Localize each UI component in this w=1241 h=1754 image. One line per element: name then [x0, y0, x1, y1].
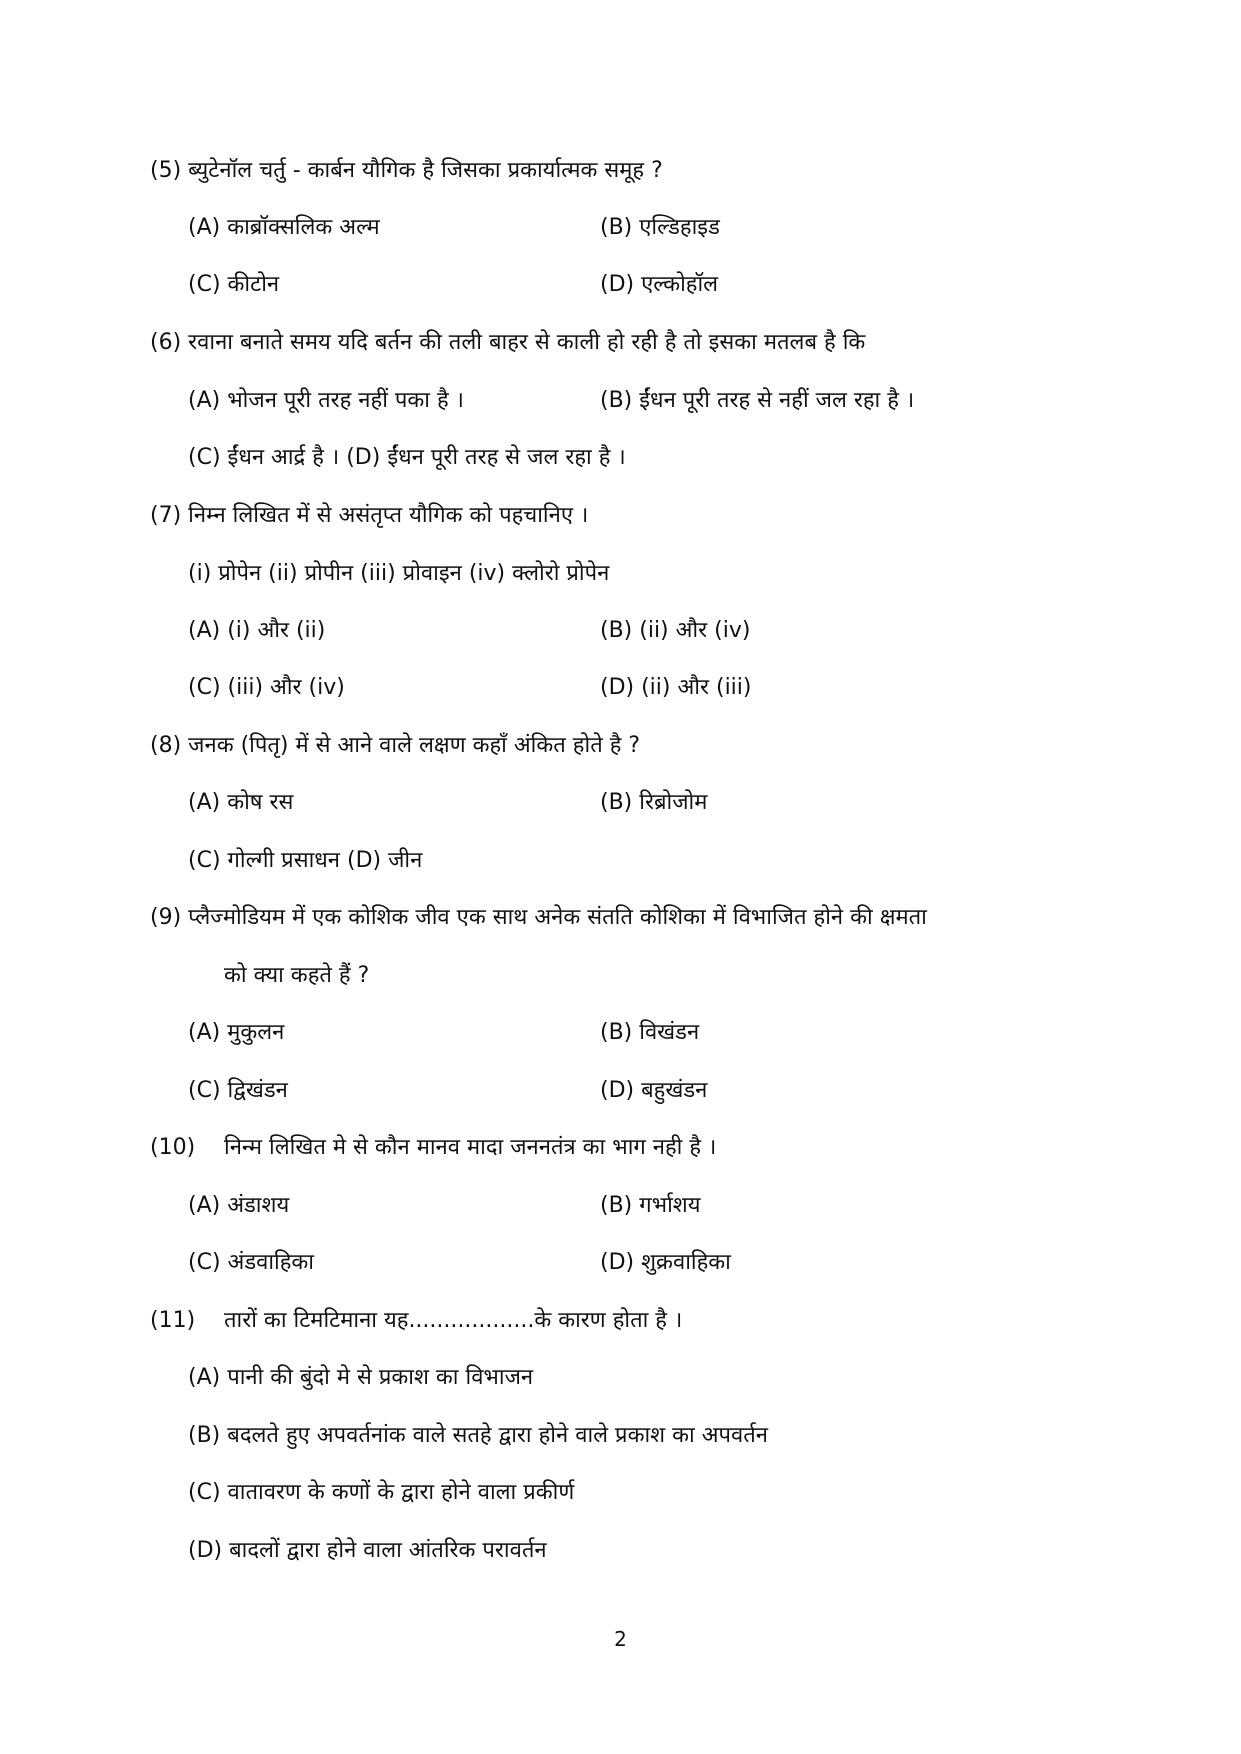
q6-options-c-d: (C) ईंधन आर्द्र है । (D) ईंधन पूरी तरह से जल रहा है । — [188, 445, 626, 470]
question-9-stem-continued: को क्या कहते हैं ? — [224, 963, 370, 988]
q5-option-d: (D) एल्कोहॉल — [600, 272, 719, 297]
q8-option-a: (A) कोष रस — [188, 790, 294, 815]
q11-option-c: (C) वातावरण के कणों के द्वारा होने वाला प्रकीर्ण — [188, 1480, 575, 1505]
q5-option-c: (C) कीटोन — [188, 272, 280, 297]
q7-option-d: (D) (ii) और (iii) — [600, 675, 752, 700]
q8-option-b: (B) रिब्रोजोम — [600, 790, 708, 815]
q11-option-a: (A) पानी की बुंदो मे से प्रकाश का विभाजन — [188, 1365, 534, 1390]
question-11-stem: तारों का टिमटिमाना यह..................के कारण होता है । — [224, 1308, 683, 1333]
q10-option-a: (A) अंडाशय — [188, 1193, 290, 1218]
q9-option-b: (B) विखंडन — [600, 1020, 700, 1045]
question-10-number: (10) — [150, 1135, 196, 1160]
q10-option-c: (C) अंडवाहिका — [188, 1250, 315, 1275]
q7-option-a: (A) (i) और (ii) — [188, 618, 326, 643]
question-5-stem: (5) ब्युटेनॉल चर्तु - कार्बन यौगिक है जिसका प्रकार्यात्मक समूह ? — [150, 158, 663, 183]
q5-option-b: (B) एल्डिहाइड — [600, 215, 720, 240]
q5-option-a: (A) काब्रॉक्सलिक अल्म — [188, 215, 380, 240]
q7-option-c: (C) (iii) और (iv) — [188, 675, 345, 700]
question-10-stem: निन्म लिखित मे से कौन मानव मादा जननतंत्र का भाग नही है । — [224, 1135, 717, 1160]
q10-option-b: (B) गर्भाशय — [600, 1193, 701, 1218]
q6-option-a: (A) भोजन पूरी तरह नहीं पका है । — [188, 388, 464, 413]
q11-option-d: (D) बादलों द्वारा होने वाला आंतरिक परावर्तन — [188, 1538, 547, 1563]
q10-option-d: (D) शुक्रवाहिका — [600, 1250, 731, 1275]
question-11-number: (11) — [150, 1308, 196, 1333]
q9-option-c: (C) द्विखंडन — [188, 1078, 288, 1103]
q9-option-a: (A) मुकुलन — [188, 1020, 285, 1045]
q9-option-d: (D) बहुखंडन — [600, 1078, 708, 1103]
question-6-stem: (6) रवाना बनाते समय यदि बर्तन की तली बाहर से काली हो रही है तो इसका मतलब है कि — [150, 330, 866, 355]
page-number: 2 — [614, 1627, 627, 1651]
q7-items: (i) प्रोपेन (ii) प्रोपीन (iii) प्रोवाइन (iv) क्लोरो प्रोपेन — [188, 561, 610, 586]
question-7-stem: (7) निम्न लिखित में से असंतृप्त यौगिक को पहचानिए । — [150, 503, 589, 528]
question-9-stem: (9) प्लैज्मोडियम में एक कोशिक जीव एक साथ अनेक संतति कोशिका में विभाजित होने की क्षमता — [150, 905, 927, 930]
q7-option-b: (B) (ii) और (iv) — [600, 618, 751, 643]
q6-option-b: (B) ईंधन पूरी तरह से नहीं जल रहा है । — [600, 388, 915, 413]
q11-option-b: (B) बदलते हुए अपवर्तनांक वाले सतहे द्वारा होने वाले प्रकाश का अपवर्तन — [188, 1423, 768, 1448]
q8-options-c-d: (C) गोल्गी प्रसाधन (D) जीन — [188, 848, 423, 873]
question-8-stem: (8) जनक (पितृ) में से आने वाले लक्षण कहाँ अंकित होते है ? — [150, 733, 641, 758]
